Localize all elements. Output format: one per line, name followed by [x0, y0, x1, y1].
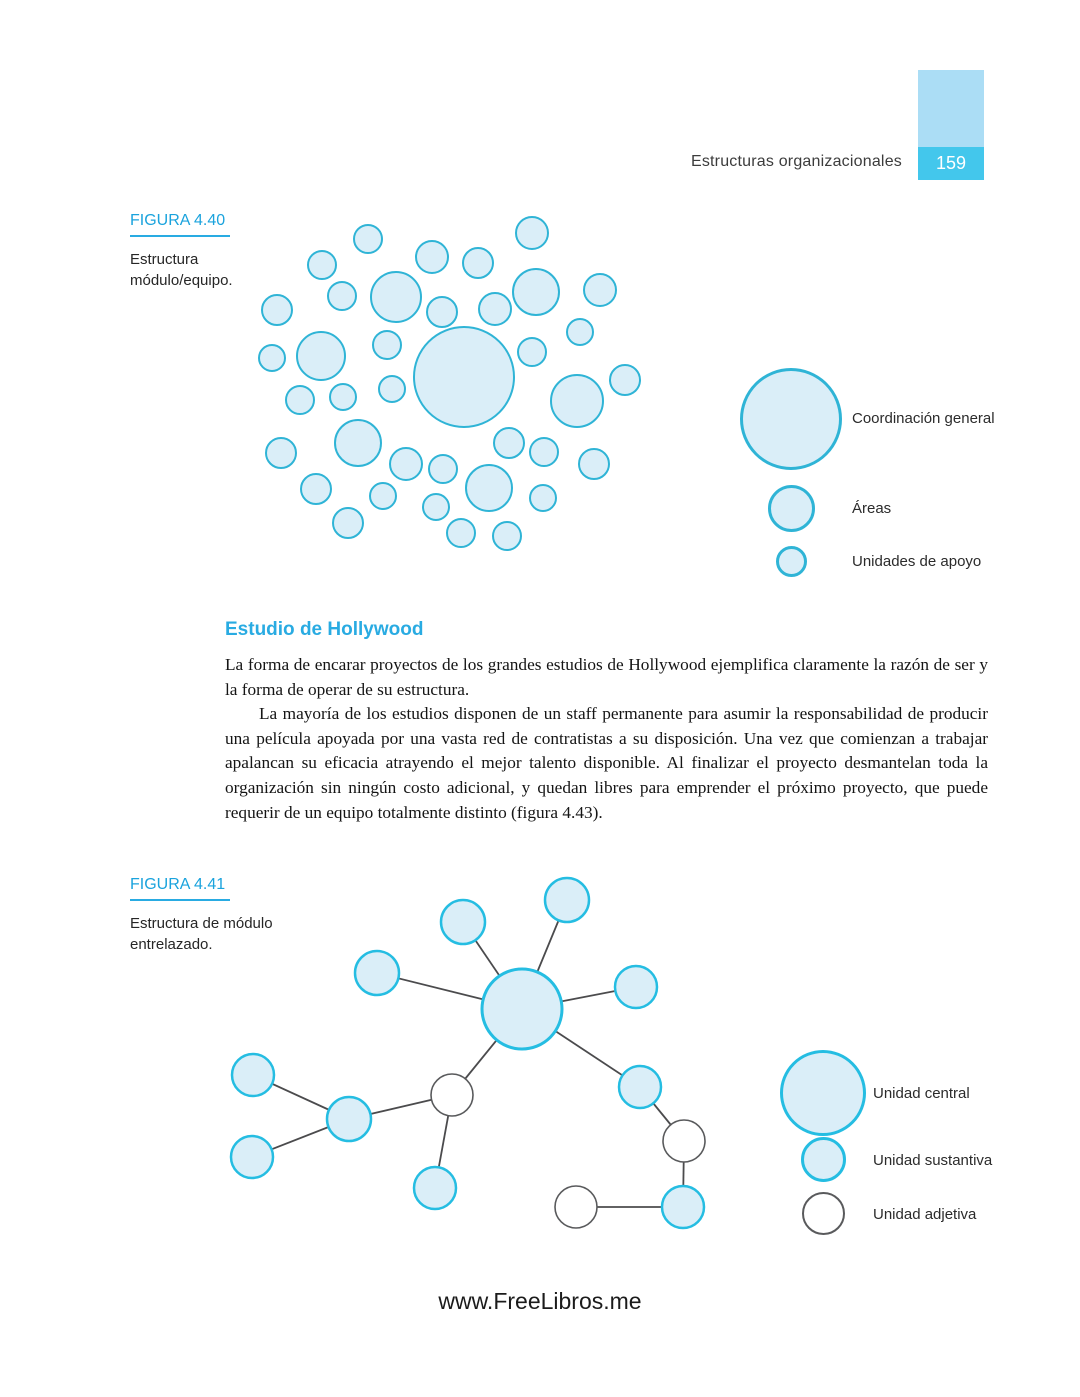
legend-circle-areas: [768, 485, 815, 532]
figure-4-41-caption: Estructura de módulo entrelazado.: [130, 915, 273, 953]
legend-label-unidad-central: Unidad central: [873, 1085, 970, 1102]
legend-label-areas: Áreas: [852, 500, 892, 517]
page-tab-light: [918, 70, 984, 147]
legend-label-unidad-adjetiva: Unidad adjetiva: [873, 1206, 977, 1223]
legend-circle-coordinacion-general: [740, 368, 842, 470]
figure-4-41-label: FIGURA 4.41: [130, 876, 230, 901]
figure-4-40-cluster-diagram: [250, 210, 650, 560]
legend-label-unidades-de-apoyo: Unidades de apoyo: [852, 553, 982, 570]
running-title: Estructuras organizacionales: [690, 153, 902, 170]
section-heading: Estudio de Hollywood: [225, 619, 424, 640]
page-number-badge: [918, 147, 984, 180]
legend-circle-unidad-sustantiva: [801, 1137, 846, 1182]
legend-circle-unidad-central: [780, 1050, 866, 1136]
legend-label-unidad-sustantiva: Unidad sustantiva: [873, 1152, 993, 1169]
paragraph: La mayoría de los estudios disponen de un staff permanente para asumir la responsabilidad de producir una película apoyada por una vasta red de contratistas a su disposición. Una vez que comienzan a trabajar apalancan su eficacia atrayendo el mejor talento disponible. Al finalizar el proyecto desmantelan toda la organización sin ningún costo adicional, y quedan libres para emprender el próximo proyecto, que puede requerir de un equipo totalmente distinto (figura 4.43).: [225, 704, 988, 822]
legend-circle-unidad-adjetiva: [802, 1192, 845, 1235]
legend-circle-unidades-de-apoyo: [776, 546, 807, 577]
page-number: 159: [935, 153, 967, 173]
paragraph: La forma de encarar proyectos de los grandes estudios de Hollywood ejemplifica claramente la razón de ser y la forma de operar de su estructura.: [225, 655, 988, 699]
figure-4-41-network-diagram: [220, 868, 715, 1240]
figure-4-40-caption: Estructura módulo/equipo.: [130, 251, 233, 289]
legend-label-coordinacion-general: Coordinación general: [852, 410, 995, 427]
body-text: [225, 653, 988, 825]
figure-4-40-label: FIGURA 4.40: [130, 212, 230, 237]
watermark-url: www.FreeLibros.me: [438, 1288, 642, 1314]
